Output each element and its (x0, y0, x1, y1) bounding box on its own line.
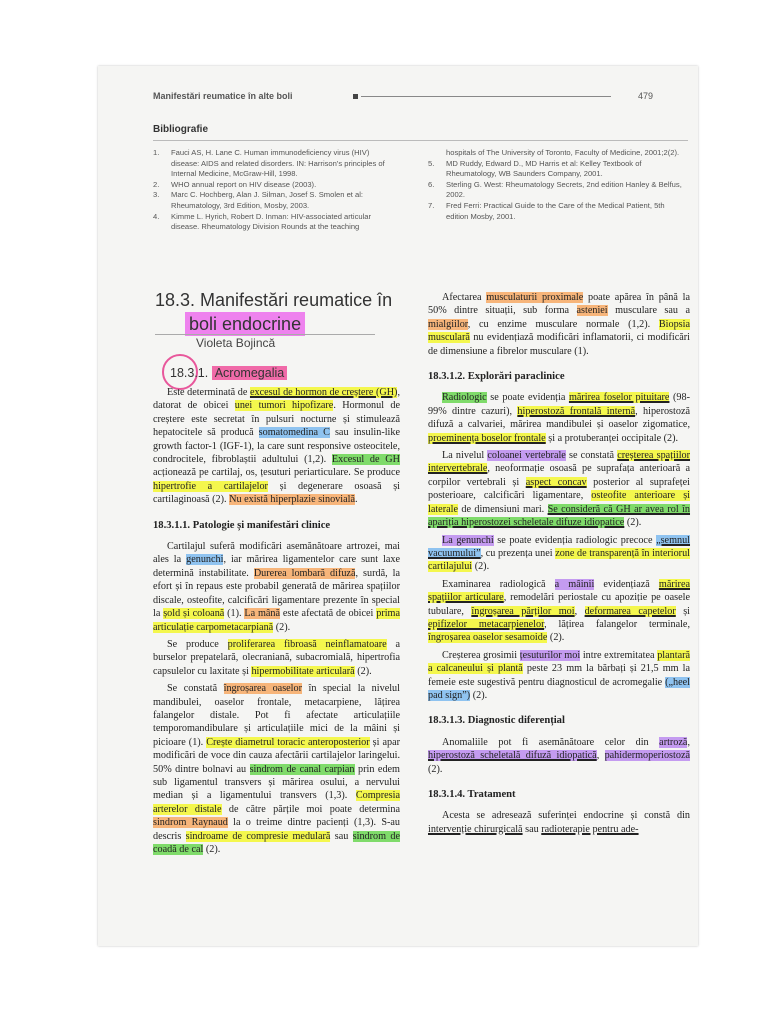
paragraph (428, 649, 690, 703)
reference-item (153, 148, 393, 180)
highlight: îngroșarea părților moi (471, 605, 575, 617)
text-run: Examinarea radiologică (442, 578, 555, 590)
text-run: la o treime dintre pacienți (1,3). S-au descris (153, 817, 401, 842)
paragraph (153, 540, 400, 634)
header-square-marker (353, 94, 358, 99)
bibliography-rule (153, 140, 688, 141)
highlight: osteofite anterioare și laterale (428, 490, 690, 515)
text-run: Se constată (167, 683, 224, 695)
highlight: Crește diametrul toracic anteroposterior (206, 736, 370, 748)
running-header (153, 91, 653, 107)
text-run: (2). (354, 665, 372, 677)
highlight: unei tumori hipofizare (234, 400, 334, 412)
right-text-column (428, 291, 690, 840)
section-title (155, 288, 405, 336)
bibliography-title: Bibliografie (153, 124, 209, 135)
highlight: epifizelor metacarpienelor (428, 618, 545, 630)
paragraph (153, 638, 400, 678)
paragraph (428, 809, 690, 836)
highlight: a mâinii (554, 578, 595, 590)
reference-text: WHO annual report on HIV disease (2003). (171, 179, 317, 189)
reference-number: 2. (153, 179, 160, 189)
highlight: aspect concav (525, 476, 587, 488)
text-run: și degenerare osoasă și cartilaginoasă (2). (153, 480, 400, 506)
highlight: proliferarea fibroasă neinflamatoare (227, 638, 387, 650)
subsection-heading (170, 366, 287, 380)
highlight: hipertrofie a cartilajelor (153, 480, 268, 492)
text-run: prin edem sub ligamentul transvers și mărirea osului, a nervului median și a ligamentului transvers (1,3). (153, 763, 400, 802)
reference-text: Marc C. Hochberg, Alan J. Silman, Josef S. Smolen et al: Rheumatology, 3rd Edition, Mosby, 2003. (171, 190, 364, 210)
highlight: musculaturii proximale (486, 292, 584, 303)
text-run: sau insulin-like growth factor-1 (IGF-1), la care sunt responsive osteocitele, condrocitele, fibroblaștii adultului (1,2). (153, 427, 400, 466)
reference-item (153, 190, 393, 211)
text-run: de către părțile moi poate determina (221, 803, 400, 815)
text-run: și (675, 605, 691, 617)
text-run: , iar mărirea ligamentelor care sunt laxe determină instabilitate. (153, 554, 400, 579)
text-run: și a protuberanței occipitale (2). (545, 432, 679, 444)
highlight: sindrom de coadă de cal (153, 830, 400, 855)
highlight: La mână (244, 608, 281, 620)
author-name: Violeta Bojincă (196, 336, 276, 350)
highlight: „semnul vacuumului” (428, 534, 691, 559)
highlight: asteniei (576, 305, 608, 317)
highlight: creșterea spațiilor intervertebrale (428, 450, 691, 475)
text-run: de dimensiuni mari. (457, 503, 548, 515)
highlight: La genunchi (442, 534, 494, 546)
highlight: mialgiilor (428, 318, 468, 330)
page-number: 479 (637, 91, 653, 101)
text-run: peste 23 mm la bărbați și 21,5 mm la femeie este sugestivă pentru diagnosticul de acromegalie (428, 663, 690, 688)
highlight: somatomedina C (258, 427, 330, 439)
highlight: Biopsia musculară (428, 318, 690, 344)
highlight: șold și coloană (163, 608, 225, 620)
highlight: pahidermoperiostoză (604, 750, 690, 762)
running-title: Manifestări reumatice în alte boli (153, 91, 293, 101)
text-run: (1). (224, 608, 245, 620)
text-run: (2). (273, 621, 291, 633)
reference-number: 1. (153, 148, 160, 157)
text-run: (98-99% dintre cazuri), (428, 392, 690, 417)
bibliography-left-column (153, 148, 393, 233)
highlight: hiperostoză frontală internă (517, 405, 636, 417)
text-run: Creșterea grosimii (442, 649, 520, 661)
reference-text: Kimme L. Hyrich, Robert D. Inman: HIV-associated articular disease. Rheumatology Division Rounds at the teaching (171, 211, 372, 232)
subsection-heading: 18.3.1.3. Diagnostic diferențial (428, 715, 565, 727)
highlight: artroză (659, 736, 688, 748)
reference-number-blank (428, 148, 446, 159)
text-run: nu evidențiază modificări inflamatorii, ci modificări de dimensiune a fibrelor musculare (1). (428, 332, 690, 357)
paragraph (428, 449, 690, 529)
highlight: hiperostoză scheletală difuză idiopatică (428, 750, 597, 762)
text-run: , (687, 736, 690, 748)
left-text-column (153, 386, 400, 860)
section-title-line1: 18.3. Manifestări reumatice în (155, 290, 393, 310)
text-run: evidențiază (594, 578, 659, 590)
text-run: , hiperostoză difuză a calvariei, mărirea mandibulei și oaselor zigomatice, (428, 405, 690, 431)
reference-number: 4. (153, 211, 160, 221)
highlight: („heel pad sign”) (428, 676, 690, 701)
highlight: excesul de hormon de creștere (GH) (249, 387, 398, 398)
reference-number: 5. (428, 158, 435, 168)
text-run: , cu enzime musculare normale (1,2). (467, 318, 659, 330)
highlight: sindroame de compresie medulară (185, 830, 331, 842)
text-run: (2). (472, 561, 490, 573)
underlined-text: radioterapie pentru ade- (541, 823, 639, 835)
book-page (98, 66, 698, 946)
paragraph (428, 391, 690, 445)
text-run: se constată (565, 450, 618, 462)
text-run: , cu prezența unei (480, 547, 556, 559)
text-run: este afectată de obicei (280, 608, 377, 620)
subsection-heading: 18.3.1.4. Tratament (428, 789, 516, 800)
highlight: proeminența boselor frontale (428, 432, 546, 444)
reference-number: 3. (153, 190, 160, 200)
highlight: deformarea capetelor (584, 605, 676, 617)
text-run: în special la nivelul mandibulei, oaselor frontale, metacarpiene, lățirea falangelor distale. Pot fi afectate articulațiile temporomandibulare și articulațiile mici de la mâini și picioare (1). (153, 683, 400, 748)
text-run: , datorat de obicei (153, 387, 400, 412)
highlight: mărirea spațiilor articulare (428, 578, 690, 604)
text-run: și apar modificări de voce din cauza afectării cartilajelor laringelui. 50% dintre bolnavi au (153, 736, 400, 775)
text-run: poate apărea în până la 50% dintre situații, sub forma (428, 292, 690, 317)
text-run: , (574, 605, 585, 617)
text-run: se poate evidenția (486, 392, 569, 404)
text-run: , (596, 750, 605, 762)
highlight: îngroșarea oaselor (223, 683, 302, 695)
text-run: . Hormonul de creștere este secretat în pulsuri nocturne și stimulează hepatocitele să producă (153, 400, 401, 439)
text-run: (2). (624, 517, 642, 529)
highlight: plantară a calcaneului și plantă (428, 649, 691, 675)
highlight: genunchi (186, 554, 224, 566)
text-run: Acesta se adresează suferinței endocrine și constă din (442, 810, 690, 822)
text-run: intre extremitatea (580, 649, 658, 661)
text-run: , lățirea falangelor terminale, (544, 618, 691, 630)
reference-item (428, 180, 688, 201)
reference-item (428, 159, 688, 180)
text-run: Anomaliile pot fi asemănătoare celor din (442, 736, 660, 748)
paragraph (153, 682, 400, 856)
highlight: îngroșarea oaselor sesamoide (428, 632, 548, 644)
text-run: , neoformație osoasă pe suprafața anterioară a corpilor vertebrali și (428, 463, 690, 488)
paragraph (428, 291, 690, 358)
text-run: posterior al suprafeței posterioare, calcificări ligamentare, (428, 476, 690, 502)
text-run: (2). (547, 632, 565, 644)
text-run: musculare sau a (607, 305, 690, 317)
text-run: La nivelul (442, 450, 488, 462)
text-run: Se produce (167, 638, 228, 650)
reference-text: MD Ruddy, Edward D., MD Harris et al: Kelley Textbook of Rheumatology, WB Saunders Company, 2001. (446, 158, 642, 179)
reference-text: Fred Ferri: Practical Guide to the Care of the Medical Patient, 5th edition Mosby, 2001. (446, 200, 665, 221)
subsection-heading: 18.3.1.2. Explorări paraclinice (428, 371, 565, 383)
highlight: mărirea foselor pituitare (568, 392, 670, 404)
author-rule (155, 334, 375, 335)
highlight: Compresia arterelor distale (153, 790, 400, 815)
section-title-line2: boli endocrine (185, 312, 305, 336)
highlight: zone de transparență în interiorul cartilajului (428, 547, 690, 573)
highlight: Radiologic (442, 392, 487, 404)
reference-continuation (428, 148, 688, 159)
text-run: (2). (428, 763, 443, 775)
highlight: prima articulație carpometacarpiană (153, 608, 400, 633)
paragraph (153, 386, 400, 507)
text-run: acționează pe cartilaj, os, țesuturi periarticulare. Se produce (153, 467, 400, 479)
text-run: sau (330, 830, 353, 842)
text-run: , remodelări periostale cu apoziție pe oasele tubulare, (428, 592, 690, 617)
reference-item (153, 180, 393, 191)
text-run: a burselor prepatelară, olecraniană, subacromială, hipertrofia capsulelor cu laxitate și (153, 638, 400, 677)
text-run: (2). (470, 689, 488, 701)
underlined-text: intervenție chirurgicală (428, 823, 523, 835)
highlight: țesuturilor moi (519, 649, 581, 661)
paragraph (428, 736, 690, 776)
reference-item (153, 212, 393, 233)
highlight: coloanei vertebrale (487, 450, 566, 462)
text-run: (2). (203, 844, 221, 855)
highlight: Durerea lombară difuză (253, 567, 356, 579)
reference-text: hospitals of The University of Toronto, Faculty of Medicine, 2001;2(2). (446, 148, 680, 157)
text-run: Cartilajul suferă modificări asemănătoare artrozei, mai ales la (153, 541, 400, 566)
highlight: sindrom de canal carpian (249, 763, 355, 775)
text-run: . (354, 494, 358, 506)
reference-item (428, 201, 688, 222)
header-rule (361, 96, 611, 97)
highlight: Se consideră că GH ar avea rol în apariția hiperostozei scheletale difuze idiopatice (428, 503, 691, 529)
highlight: Excesul de GH (331, 454, 400, 466)
highlight: Nu există hiperplazie sinovială (229, 494, 355, 506)
text-run: , surdă, la efort și în repaus este probabil generată de mărirea spațiilor discale, osteofite, calcificări ligamentare prezente în special la (153, 567, 401, 620)
text-run: Afectarea (442, 292, 487, 303)
text-run: Este determinată de (167, 387, 250, 398)
subsection-title: Acromegalia (212, 366, 287, 380)
paragraph (428, 578, 690, 645)
reference-text: Sterling G. West: Rheumatology Secrets, 2nd edition Hanley & Belfus, 2002. (446, 179, 682, 200)
highlight: hipermobilitate articulară (251, 665, 355, 677)
reference-number: 7. (428, 200, 435, 210)
text-run: sau (522, 823, 542, 835)
subsection-number: 18.3.1. (170, 366, 209, 380)
subsection-heading: 18.3.1.1. Patologie și manifestări clinice (153, 519, 331, 531)
reference-text: Fauci AS, H. Lane C. Human immunodeficiency virus (HIV) disease: AIDS and related disorders. IN: Harrison's principles of Internal Medicine, McGraw-Hill, 1998. (171, 148, 385, 179)
bibliography-right-column (428, 148, 688, 222)
paragraph (428, 534, 690, 574)
text-run: se poate evidenția radiologic precoce (493, 534, 657, 546)
reference-number: 6. (428, 179, 435, 189)
highlight: sindrom Raynaud (153, 817, 228, 829)
